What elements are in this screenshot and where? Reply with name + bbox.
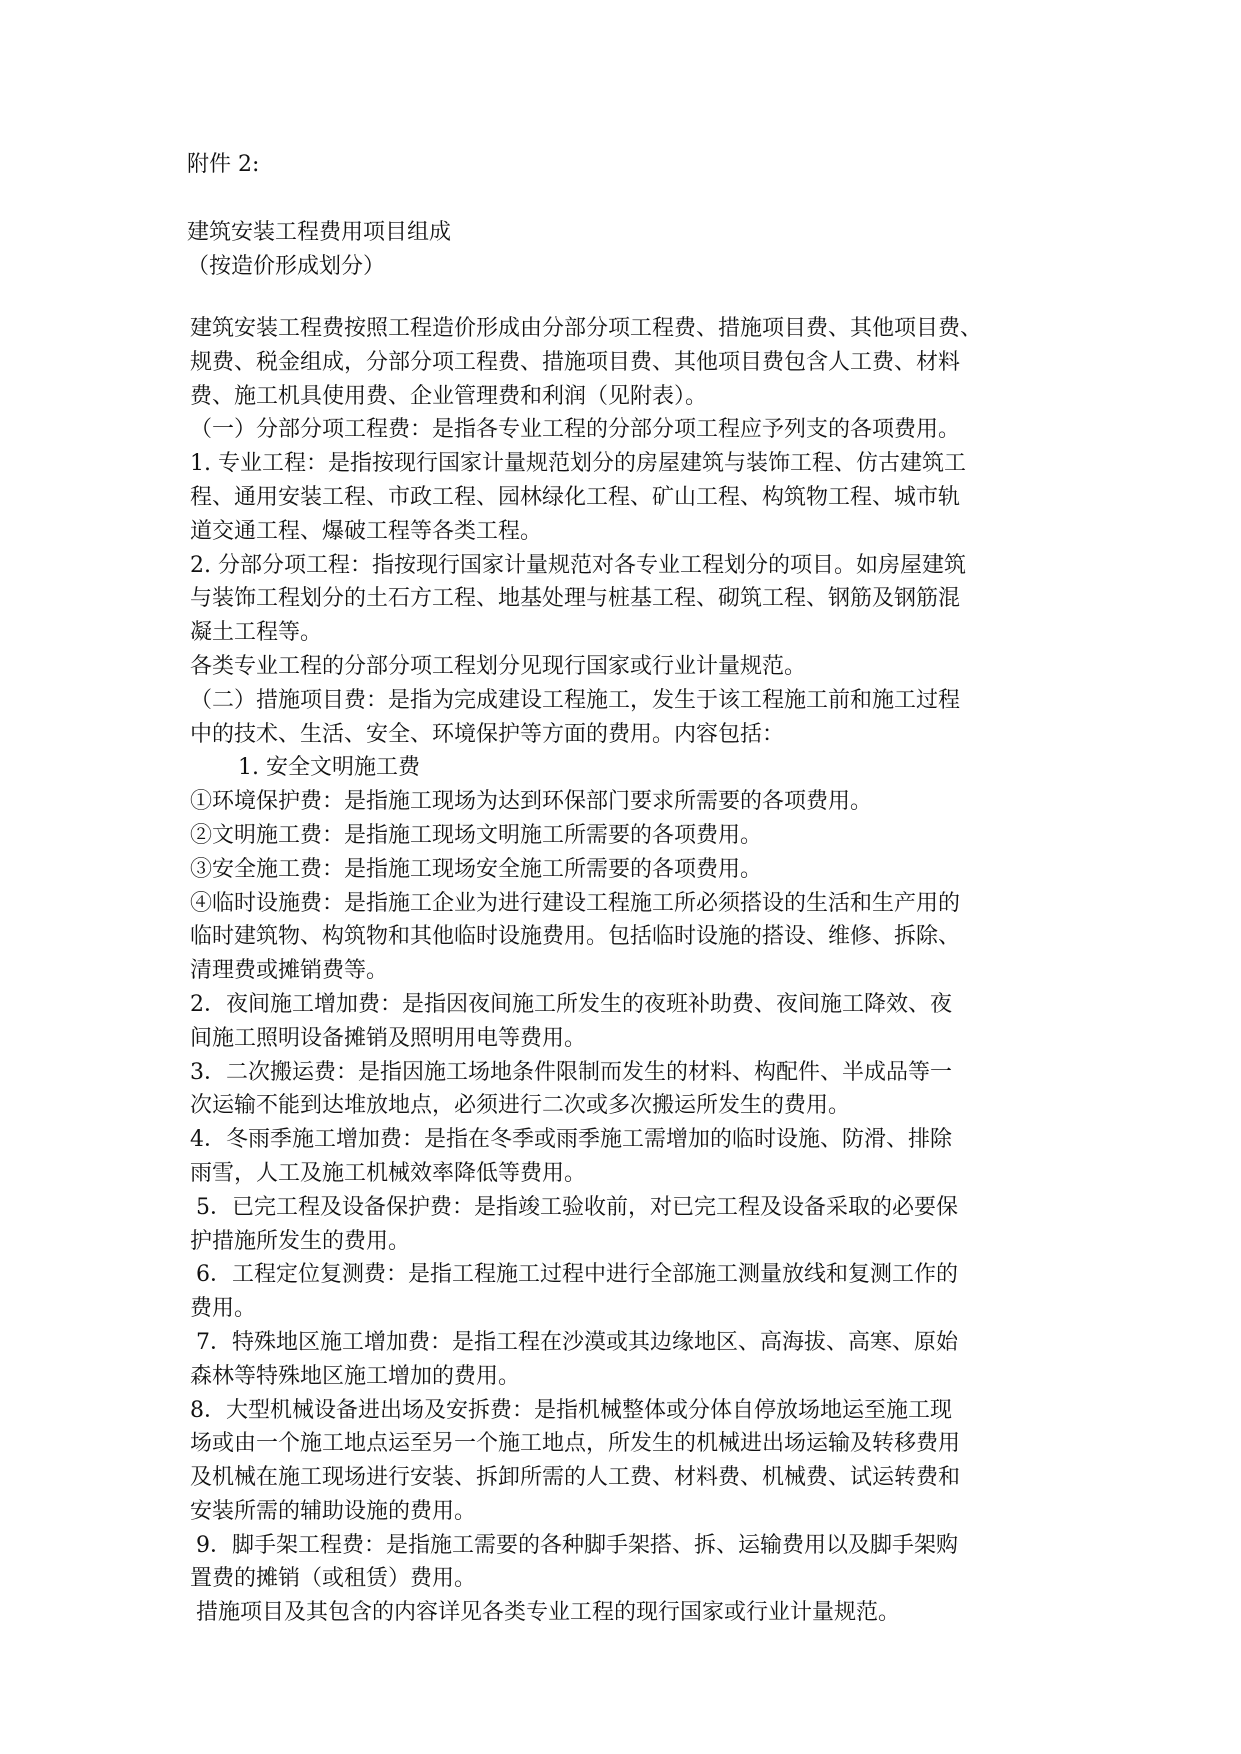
body-line: 置费的摊销（或租赁）费用。: [190, 1566, 477, 1592]
document-title: 建筑安装工程费用项目组成: [187, 220, 452, 245]
section-heading-line: （一）分部分项工程费：是指各专业工程的分部分项工程应予列支的各项费用。: [190, 417, 961, 443]
body-line: 清理费或摊销费等。: [190, 958, 389, 984]
body-line: 雨雪，人工及施工机械效率降低等费用。: [190, 1160, 587, 1186]
body-line: 7．特殊地区施工增加费：是指工程在沙漠或其边缘地区、高海拔、高寒、原始: [196, 1329, 958, 1355]
body-line: 临时建筑物、构筑物和其他临时设施费用。包括临时设施的搭设、维修、拆除、: [190, 924, 961, 950]
body-line: 措施项目及其包含的内容详见各类专业工程的现行国家或行业计量规范。: [196, 1600, 901, 1626]
body-line: ③安全施工费：是指施工现场安全施工所需要的各项费用。: [190, 856, 763, 882]
body-line: 8．大型机械设备进出场及安拆费：是指机械整体或分体自停放场地运至施工现: [190, 1397, 952, 1423]
body-line: 道交通工程、爆破工程等各类工程。: [190, 518, 543, 544]
attachment-label: 附件 2:: [187, 152, 260, 177]
body-line: 各类专业工程的分部分项工程划分见现行国家或行业计量规范。: [190, 653, 807, 679]
body-line: ②文明施工费：是指施工现场文明施工所需要的各项费用。: [190, 822, 763, 848]
body-line: 程、通用安装工程、市政工程、园林绿化工程、矿山工程、构筑物工程、城市轨: [190, 484, 961, 510]
body-line: 护措施所发生的费用。: [190, 1228, 411, 1254]
document-body: [190, 312, 1070, 1630]
body-line: 5．已完工程及设备保护费：是指竣工验收前，对已完工程及设备采取的必要保: [196, 1194, 958, 1220]
body-line: 森林等特殊地区施工增加的费用。: [190, 1363, 521, 1389]
body-line: 场或由一个施工地点运至另一个施工地点，所发生的机械进出场运输及转移费用: [190, 1431, 961, 1457]
body-line: 中的技术、生活、安全、环境保护等方面的费用。内容包括：: [190, 721, 785, 747]
body-line: 费用。: [190, 1296, 257, 1322]
body-line: 费、施工机具使用费、企业管理费和利润（见附表）。: [190, 383, 708, 409]
body-line: 4．冬雨季施工增加费：是指在冬季或雨季施工需增加的临时设施、防滑、排除: [190, 1127, 952, 1153]
body-line: 3．二次搬运费：是指因施工场地条件限制而发生的材料、构配件、半成品等一: [190, 1059, 952, 1085]
body-line: 凝土工程等。: [190, 620, 323, 646]
body-line: 2. 分部分项工程：指按现行国家计量规范对各专业工程划分的项目。如房屋建筑: [190, 552, 966, 578]
body-line: 间施工照明设备摊销及照明用电等费用。: [190, 1025, 587, 1051]
body-line: ④临时设施费：是指施工企业为进行建设工程施工所必须搭设的生活和生产用的: [190, 890, 961, 916]
body-line: 及机械在施工现场进行安装、拆卸所需的人工费、材料费、机械费、试运转费和: [190, 1465, 961, 1491]
body-line: 与装饰工程划分的土石方工程、地基处理与桩基工程、砌筑工程、钢筋及钢筋混: [190, 586, 961, 612]
body-line: 建筑安装工程费按照工程造价形成由分部分项工程费、措施项目费、其他项目费、: [190, 316, 983, 341]
body-line: 1. 专业工程：是指按现行国家计量规范划分的房屋建筑与装饰工程、仿古建筑工: [190, 451, 966, 477]
body-line: 规费、税金组成，分部分项工程费、措施项目费、其他项目费包含人工费、材料: [190, 349, 961, 375]
body-line: 安装所需的辅助设施的费用。: [190, 1498, 477, 1524]
body-line: 9．脚手架工程费：是指施工需要的各种脚手架搭、拆、运输费用以及脚手架购: [196, 1532, 958, 1558]
body-line: ①环境保护费：是指施工现场为达到环保部门要求所需要的各项费用。: [190, 789, 873, 815]
sub-heading-line: 1. 安全文明施工费: [238, 755, 420, 781]
body-line: 2．夜间施工增加费：是指因夜间施工所发生的夜班补助费、夜间施工降效、夜: [190, 991, 952, 1017]
document-subtitle: （按造价形成划分）: [187, 254, 386, 279]
section-heading-line: （二）措施项目费：是指为完成建设工程施工，发生于该工程施工前和施工过程: [190, 687, 961, 713]
body-line: 次运输不能到达堆放地点，必须进行二次或多次搬运所发生的费用。: [190, 1093, 851, 1119]
body-line: 6．工程定位复测费：是指工程施工过程中进行全部施工测量放线和复测工作的: [196, 1262, 958, 1288]
